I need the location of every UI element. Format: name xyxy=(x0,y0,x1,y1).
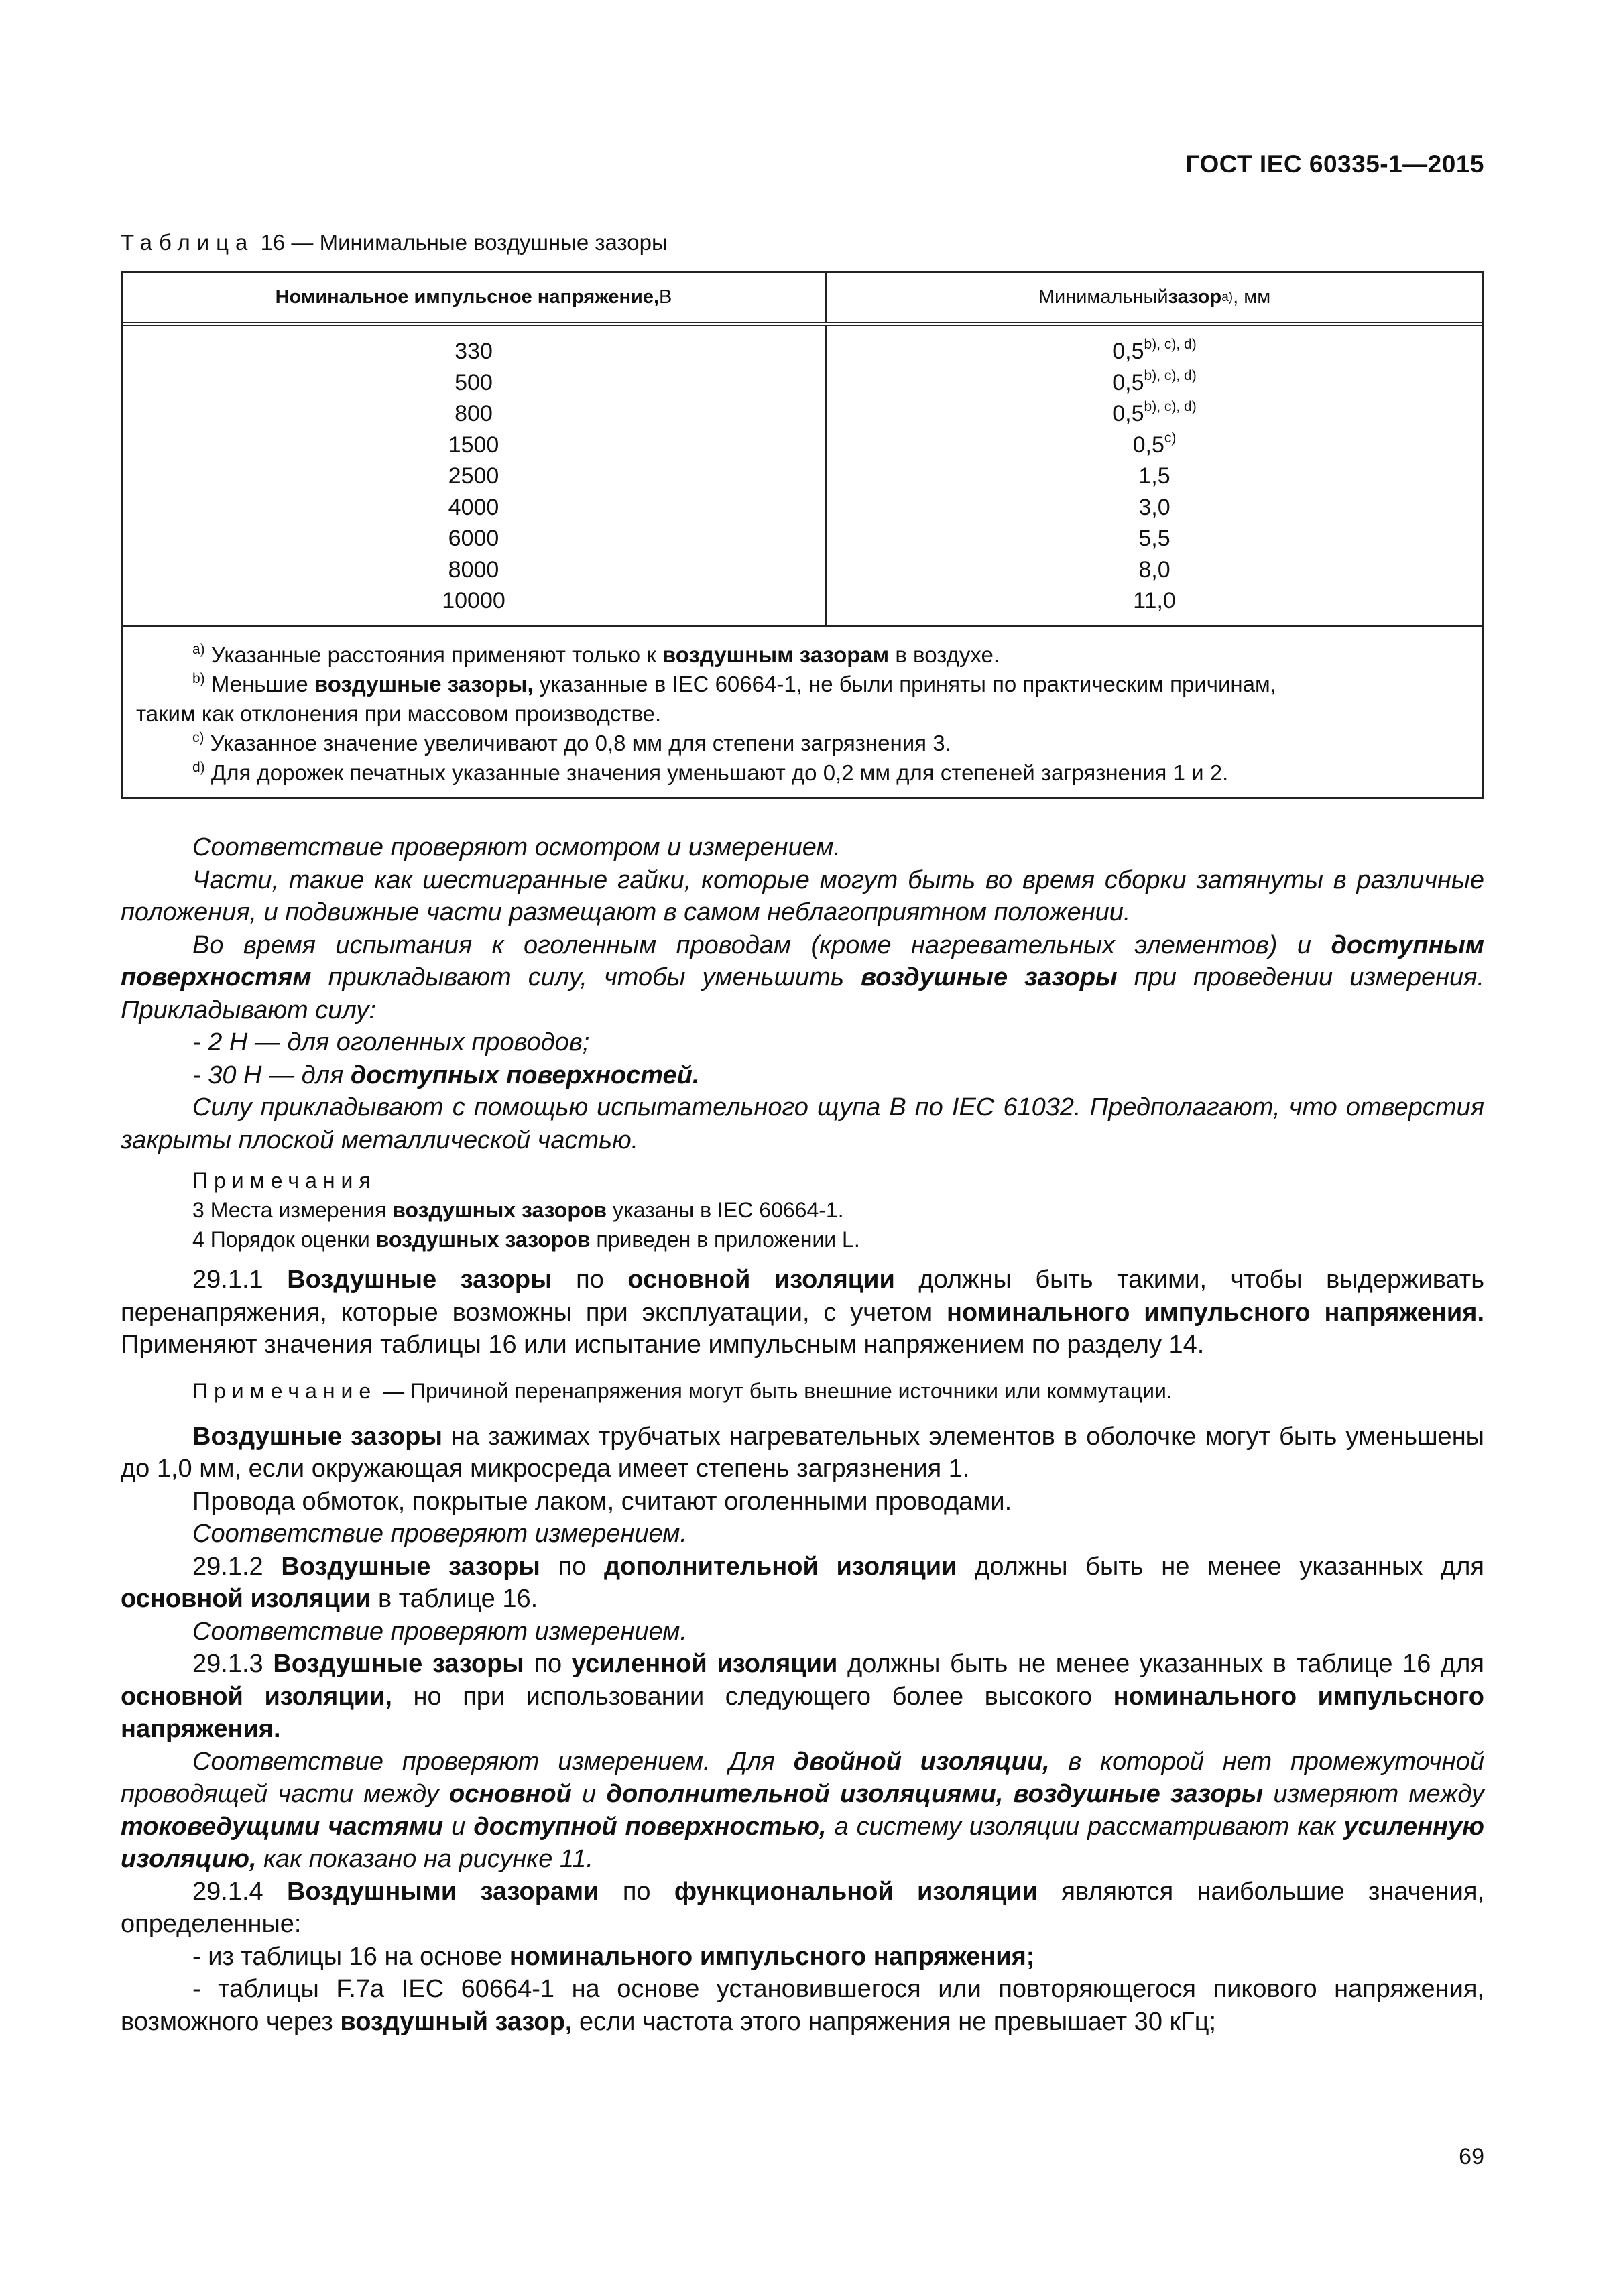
footnote-d xyxy=(136,758,1459,788)
text-run: должны быть не менее указанных в таблице 16 для xyxy=(837,1650,1484,1678)
clearance-footnote-refs: c) xyxy=(1164,430,1177,446)
table-caption xyxy=(121,230,668,255)
paragraph xyxy=(121,1421,1484,1486)
clearance-header-bold: зазор xyxy=(1168,286,1222,308)
text-run: - таблицы F.7a IEC 60664-1 на основе установившегося или повторяющегося пикового напряжения, возможного через xyxy=(121,1975,1484,2036)
note-word: Примечание xyxy=(192,1378,377,1403)
clearance-footnote-refs: b), c), d) xyxy=(1144,337,1197,352)
text-run: 4 Порядок оценки xyxy=(192,1227,376,1252)
clearance-value: 0,5 xyxy=(1132,432,1164,458)
section-29-1-2 xyxy=(121,1551,1484,1616)
clearance-footnote-refs: b), c), d) xyxy=(1144,367,1197,383)
footnote-b-cont: таким как отклонения при массовом производстве. xyxy=(136,701,662,726)
table-cell-clearance xyxy=(827,398,1482,430)
note-text: — Причиной перенапряжения могут быть внешние источники или коммутации. xyxy=(377,1378,1173,1403)
voltage-column xyxy=(123,326,827,625)
text-run: Во время испытания к оголенным проводам (кроме нагревательных элементов) и xyxy=(192,930,1331,959)
table-header-clearance xyxy=(827,273,1482,322)
footnote-text: Указанные расстояния применяют только к xyxy=(204,642,662,667)
text-run: по xyxy=(552,1266,628,1294)
footnote-mark: c) xyxy=(192,729,204,745)
clearance-footnote-refs: b), c), d) xyxy=(1144,399,1197,414)
table-cell-voltage: 6000 xyxy=(448,526,499,551)
table-cell-voltage: 330 xyxy=(455,339,493,364)
section-number: 29.1.1 xyxy=(192,1266,288,1294)
table-cell-voltage: 2500 xyxy=(448,463,499,489)
text-run: если частота этого напряжения не превышает 30 кГц; xyxy=(572,2007,1217,2036)
text-run: - из таблицы 16 на основе xyxy=(192,1942,509,1971)
text-run: по xyxy=(540,1552,605,1581)
notes-title xyxy=(121,1166,1484,1195)
clearance-header-footnote: a) xyxy=(1221,290,1234,304)
text-run: и xyxy=(443,1812,474,1841)
clearance-value: 3,0 xyxy=(1138,494,1170,520)
clearance-header-label: Минимальный xyxy=(1038,286,1168,308)
clearance-value: 11,0 xyxy=(1133,588,1176,613)
note-item xyxy=(121,1195,1484,1225)
term: Воздушными зазорами xyxy=(286,1877,599,1906)
table-caption-text: 16 — Минимальные воздушные зазоры xyxy=(260,230,668,255)
term: воздушные зазоры xyxy=(861,963,1118,991)
footnote-a xyxy=(136,640,1459,670)
list-item: - 2 Н — для оголенных проводов; xyxy=(192,1028,590,1056)
footnote-text: Для дорожек печатных указанные значения уменьшают до 0,2 мм для степеней загрязнения 1 и 2. xyxy=(204,760,1229,785)
footnote-b xyxy=(136,670,1459,699)
table-footnotes xyxy=(123,627,1482,797)
term: доступных поверхностей. xyxy=(350,1061,700,1089)
table-body xyxy=(123,326,1482,627)
text-run: - 30 Н — для xyxy=(192,1061,351,1089)
text-run: Соответствие проверяют измерением. Для xyxy=(192,1747,794,1776)
section-29-1-1 xyxy=(121,1264,1484,1362)
footnote-mark: a) xyxy=(192,641,205,657)
clearance-value: 8,0 xyxy=(1138,556,1170,583)
term: Воздушные зазоры xyxy=(273,1650,524,1678)
text-run: в которой нет промежуточной проводящей части между xyxy=(121,1747,1484,1808)
clearance-value: 0,5 xyxy=(1112,401,1144,426)
notes-title-text: Примечания xyxy=(192,1168,377,1193)
term: основной xyxy=(449,1780,572,1808)
term: усиленную изоляцию, xyxy=(121,1812,1484,1873)
list-item xyxy=(121,1059,1484,1092)
term: токоведущими частями xyxy=(121,1812,444,1841)
footnote-text: указанные в IEC 60664-1, не были приняты по практическим причинам, xyxy=(533,671,1276,697)
footnote-term: воздушные зазоры, xyxy=(314,671,534,697)
text-run: измеряют между xyxy=(1263,1780,1484,1808)
text-run: и xyxy=(571,1780,607,1808)
section-number: 29.1.3 xyxy=(192,1650,274,1678)
paragraph: Провода обмоток, покрытые лаком, считают оголенными проводами. xyxy=(192,1487,1012,1516)
note xyxy=(121,1376,1484,1406)
list-item xyxy=(121,1941,1484,1974)
section-number: 29.1.4 xyxy=(192,1877,287,1906)
term: номинального импульсного напряжения. xyxy=(946,1298,1485,1327)
paragraph: Соответствие проверяют осмотром и измерением. xyxy=(192,833,841,861)
text-run: указаны в IEC 60664-1. xyxy=(607,1198,844,1222)
term: усиленной изоляции xyxy=(571,1650,838,1678)
footnote-text: Указанное значение увеличивают до 0,8 мм для степени загрязнения 3. xyxy=(204,730,951,756)
page-number: 69 xyxy=(1459,2144,1484,2169)
term: воздушный зазор, xyxy=(340,2007,573,2036)
table-cell-clearance xyxy=(827,430,1482,461)
table-cell-clearance xyxy=(827,492,1482,524)
table-cell-voltage: 800 xyxy=(455,401,493,426)
term: основной изоляции xyxy=(121,1585,371,1613)
text-run: но при использовании следующего более высокого xyxy=(392,1682,1114,1711)
paragraph: Соответствие проверяют измерением. xyxy=(192,1617,687,1646)
paragraph xyxy=(121,1746,1484,1876)
term: основной изоляции, xyxy=(121,1682,392,1711)
table-caption-word: Таблица xyxy=(121,230,255,255)
note-item xyxy=(121,1225,1484,1254)
clearance-value: 0,5 xyxy=(1112,339,1144,364)
term: номинального импульсного напряжения. xyxy=(121,1682,1484,1743)
clearance-column xyxy=(827,336,1482,617)
term: Воздушные зазоры xyxy=(287,1266,552,1294)
footnote-text: в воздухе. xyxy=(889,642,1000,667)
footnote-c xyxy=(136,729,1459,758)
table-header-voltage xyxy=(123,273,827,322)
term: воздушных зазоров xyxy=(392,1198,607,1222)
table-cell-voltage: 8000 xyxy=(448,556,499,583)
section-29-1-3 xyxy=(121,1648,1484,1746)
voltage-header-unit: В xyxy=(659,286,672,308)
footnote-term: воздушным зазорам xyxy=(662,642,890,667)
voltage-header-label: Номинальное импульсное напряжение, xyxy=(275,286,660,308)
text-run: на зажимах трубчатых нагревательных элементов в оболочке могут быть уменьшены до 1,0 мм, если окружающая микросреда имеет степень загрязнения 1. xyxy=(121,1422,1484,1483)
text-run: по xyxy=(524,1650,572,1678)
text-run: являются наибольшие значения, определенные: xyxy=(121,1877,1485,1938)
term: номинального импульсного напряжения; xyxy=(509,1942,1035,1971)
term: доступной поверхностью, xyxy=(473,1812,827,1841)
clearance-header-unit: , мм xyxy=(1233,286,1271,308)
text-run: а систему изоляции рассматривают как xyxy=(826,1812,1344,1841)
term: Воздушные зазоры xyxy=(192,1422,442,1451)
table-cell-clearance xyxy=(827,554,1482,586)
clearance-table xyxy=(121,271,1484,799)
table-cell-clearance xyxy=(827,367,1482,399)
table-cell-clearance xyxy=(827,585,1482,617)
clearance-value: 0,5 xyxy=(1112,369,1144,396)
term: воздушных зазоров xyxy=(375,1227,591,1252)
body-text xyxy=(121,831,1484,2038)
text-run: как показано на рисунке 11. xyxy=(256,1845,593,1873)
text-run: Применяют значения таблицы 16 или испытание импульсным напряжением по разделу 14. xyxy=(121,1331,1205,1359)
table-header-row xyxy=(123,273,1482,326)
table-cell-voltage: 10000 xyxy=(442,588,505,613)
term: Воздушные зазоры xyxy=(281,1552,540,1581)
standard-designation: ГОСТ IEC 60335-1—2015 xyxy=(1185,150,1484,178)
table-cell-voltage: 1500 xyxy=(448,432,499,458)
term: функциональной изоляции xyxy=(674,1877,1038,1906)
text-run: должны быть не менее указанных для xyxy=(957,1552,1484,1581)
paragraph: Части, такие как шестигранные гайки, которые могут быть во время сборки затянуты в различные положения, и подвижные части размещают в самом неблагоприятном положении. xyxy=(121,865,1484,926)
text-run: прикладывают силу, чтобы уменьшить xyxy=(311,963,861,991)
text-run: приведен в приложении L. xyxy=(590,1227,860,1252)
text-run: должны быть такими, чтобы выдерживать перенапряжения, которые возможны при эксплуатации, с учетом xyxy=(121,1266,1484,1327)
paragraph xyxy=(121,929,1484,1027)
term: дополнительной изоляциями, воздушные зазоры xyxy=(606,1780,1264,1808)
text-run: в таблице 16. xyxy=(371,1585,538,1613)
text-run: по xyxy=(599,1877,674,1906)
term: двойной изоляции, xyxy=(793,1747,1050,1776)
text-run: при проведении измерения. Прикладывают силу: xyxy=(121,963,1485,1024)
paragraph: Соответствие проверяют измерением. xyxy=(192,1520,687,1548)
table-cell-clearance xyxy=(827,336,1482,367)
clearance-value: 1,5 xyxy=(1138,463,1170,489)
table-cell-clearance xyxy=(827,461,1482,492)
section-29-1-4 xyxy=(121,1876,1484,1941)
footnote-mark: d) xyxy=(192,759,205,775)
footnote-mark: b) xyxy=(192,670,205,686)
clearance-value: 5,5 xyxy=(1138,526,1170,551)
paragraph: Силу прикладывают с помощью испытательного щупа В по IEC 61032. Предполагают, что отверстия закрыты плоской металлической частью. xyxy=(121,1093,1484,1154)
list-item xyxy=(121,1973,1484,2038)
term: основной изоляции xyxy=(627,1266,895,1294)
table-cell-clearance xyxy=(827,523,1482,554)
table-cell-voltage: 500 xyxy=(455,369,493,396)
term: дополнительной изоляции xyxy=(604,1552,957,1581)
section-number: 29.1.2 xyxy=(192,1552,282,1581)
footnote-text: Меньшие xyxy=(204,671,314,697)
table-cell-voltage: 4000 xyxy=(448,494,499,520)
term: доступным поверхностям xyxy=(121,930,1484,991)
text-run: 3 Места измерения xyxy=(192,1198,393,1222)
